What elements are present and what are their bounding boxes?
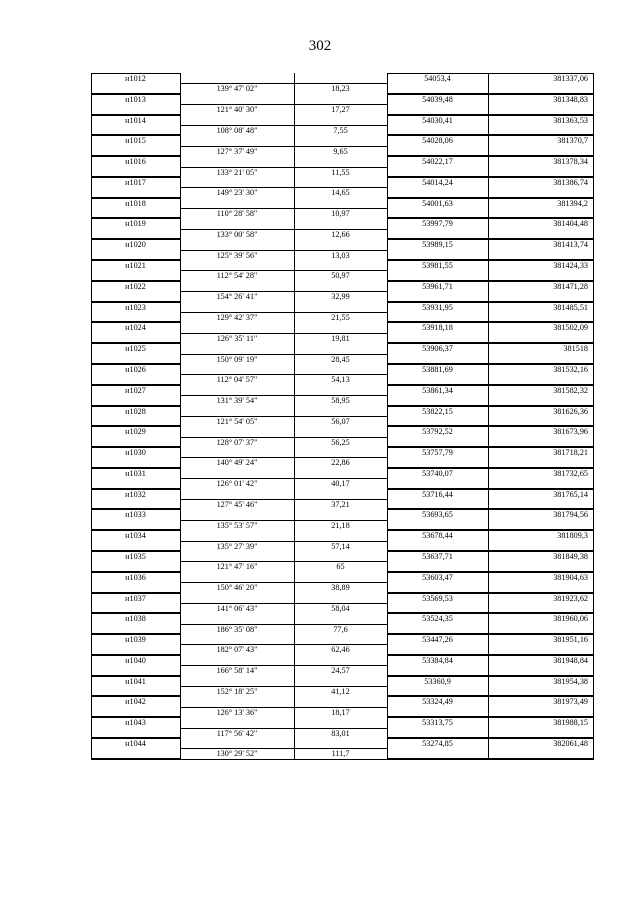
x-coordinate: 53324,49 bbox=[387, 696, 488, 706]
point-row bbox=[91, 322, 594, 332]
x-coordinate: 53961,71 bbox=[387, 281, 488, 291]
y-coordinate: 381732,65 bbox=[488, 468, 594, 478]
segment-length: 77,6 bbox=[294, 624, 387, 634]
segment-row bbox=[91, 333, 594, 343]
point-row bbox=[91, 364, 594, 374]
direction-angle: 182° 07' 43" bbox=[180, 644, 294, 654]
point-row bbox=[91, 696, 594, 706]
direction-angle: 125° 39' 56" bbox=[180, 250, 294, 260]
segment-row bbox=[91, 478, 594, 488]
y-coordinate: 381794,56 bbox=[488, 509, 594, 519]
point-name: н1016 bbox=[91, 156, 180, 166]
direction-angle: 112° 54' 28" bbox=[180, 270, 294, 280]
segment-row bbox=[91, 603, 594, 613]
direction-angle: 121° 47' 16" bbox=[180, 561, 294, 571]
segment-length: 12,66 bbox=[294, 229, 387, 239]
point-row bbox=[91, 260, 594, 270]
x-coordinate: 53997,79 bbox=[387, 218, 488, 228]
y-coordinate: 381404,48 bbox=[488, 218, 594, 228]
direction-angle: 152° 18' 25" bbox=[180, 686, 294, 696]
segment-length: 11,55 bbox=[294, 167, 387, 177]
point-name: н1019 bbox=[91, 218, 180, 228]
point-row bbox=[91, 530, 594, 540]
direction-angle: 131° 39' 54" bbox=[180, 395, 294, 405]
segment-length: 57,14 bbox=[294, 541, 387, 551]
point-row bbox=[91, 655, 594, 665]
x-coordinate: 53637,71 bbox=[387, 551, 488, 561]
x-coordinate: 53740,07 bbox=[387, 468, 488, 478]
point-name: н1038 bbox=[91, 613, 180, 623]
segment-length: 7,55 bbox=[294, 125, 387, 135]
direction-angle: 121° 40' 30" bbox=[180, 104, 294, 114]
point-row bbox=[91, 593, 594, 603]
point-name: н1012 bbox=[91, 73, 180, 83]
y-coordinate: 381904,63 bbox=[488, 572, 594, 582]
x-coordinate: 53822,15 bbox=[387, 406, 488, 416]
point-row bbox=[91, 509, 594, 519]
y-coordinate: 381988,15 bbox=[488, 717, 594, 727]
direction-angle: 110° 28' 58" bbox=[180, 208, 294, 218]
y-coordinate: 381370,7 bbox=[488, 135, 594, 145]
point-name: н1029 bbox=[91, 426, 180, 436]
x-coordinate: 54028,06 bbox=[387, 135, 488, 145]
point-name: н1034 bbox=[91, 530, 180, 540]
direction-angle: 149° 23' 30" bbox=[180, 187, 294, 197]
segment-row bbox=[91, 187, 594, 197]
segment-row bbox=[91, 354, 594, 364]
point-name: н1026 bbox=[91, 364, 180, 374]
segment-length: 17,27 bbox=[294, 104, 387, 114]
point-name: н1028 bbox=[91, 406, 180, 416]
point-name: н1025 bbox=[91, 343, 180, 353]
segment-length: 56,07 bbox=[294, 416, 387, 426]
segment-length: 21,55 bbox=[294, 312, 387, 322]
x-coordinate: 54030,41 bbox=[387, 115, 488, 125]
y-coordinate: 381363,53 bbox=[488, 115, 594, 125]
point-name: н1037 bbox=[91, 593, 180, 603]
point-name: н1027 bbox=[91, 385, 180, 395]
segment-length: 40,17 bbox=[294, 478, 387, 488]
point-name: н1031 bbox=[91, 468, 180, 478]
direction-angle: 154° 26' 41" bbox=[180, 291, 294, 301]
point-name: н1036 bbox=[91, 572, 180, 582]
x-coordinate: 53792,52 bbox=[387, 426, 488, 436]
segment-length: 9,65 bbox=[294, 146, 387, 156]
direction-angle: 135° 53' 57" bbox=[180, 520, 294, 530]
point-name: н1021 bbox=[91, 260, 180, 270]
x-coordinate: 53524,35 bbox=[387, 613, 488, 623]
x-coordinate: 54053,4 bbox=[387, 73, 488, 83]
segment-row bbox=[91, 125, 594, 135]
point-row bbox=[91, 343, 594, 353]
x-coordinate: 54014,24 bbox=[387, 177, 488, 187]
direction-angle: 130° 29' 52" bbox=[180, 748, 294, 758]
direction-angle: 127° 37' 49" bbox=[180, 146, 294, 156]
point-name: н1022 bbox=[91, 281, 180, 291]
segment-row bbox=[91, 250, 594, 260]
point-name: н1032 bbox=[91, 489, 180, 499]
y-coordinate: 382061,48 bbox=[488, 738, 594, 748]
x-coordinate: 54001,63 bbox=[387, 198, 488, 208]
segment-row bbox=[91, 644, 594, 654]
point-name: н1014 bbox=[91, 115, 180, 125]
point-name: н1041 bbox=[91, 676, 180, 686]
segment-length: 62,46 bbox=[294, 644, 387, 654]
x-coordinate: 53931,95 bbox=[387, 302, 488, 312]
point-name: н1040 bbox=[91, 655, 180, 665]
direction-angle: 186° 35' 08" bbox=[180, 624, 294, 634]
point-row bbox=[91, 218, 594, 228]
segment-length: 58,95 bbox=[294, 395, 387, 405]
x-coordinate: 53716,44 bbox=[387, 489, 488, 499]
x-coordinate: 53678,44 bbox=[387, 530, 488, 540]
direction-angle: 133° 21' 05" bbox=[180, 167, 294, 177]
y-coordinate: 381951,16 bbox=[488, 634, 594, 644]
x-coordinate: 53569,53 bbox=[387, 593, 488, 603]
point-row bbox=[91, 717, 594, 727]
x-coordinate: 53881,69 bbox=[387, 364, 488, 374]
segment-length: 19,81 bbox=[294, 333, 387, 343]
segment-length: 83,01 bbox=[294, 728, 387, 738]
x-coordinate: 53693,65 bbox=[387, 509, 488, 519]
x-coordinate: 53447,26 bbox=[387, 634, 488, 644]
segment-length: 111,7 bbox=[294, 748, 387, 758]
segment-row bbox=[91, 312, 594, 322]
point-name: н1035 bbox=[91, 551, 180, 561]
point-name: н1015 bbox=[91, 135, 180, 145]
point-row bbox=[91, 239, 594, 249]
point-name: н1042 bbox=[91, 696, 180, 706]
segment-length: 18,17 bbox=[294, 707, 387, 717]
x-coordinate: 53989,15 bbox=[387, 239, 488, 249]
point-row bbox=[91, 572, 594, 582]
y-coordinate: 381502,09 bbox=[488, 322, 594, 332]
point-row bbox=[91, 426, 594, 436]
segment-row bbox=[91, 291, 594, 301]
direction-angle: 128° 07' 37" bbox=[180, 437, 294, 447]
point-name: н1030 bbox=[91, 447, 180, 457]
segment-length: 58,04 bbox=[294, 603, 387, 613]
point-name: н1020 bbox=[91, 239, 180, 249]
x-coordinate: 53384,84 bbox=[387, 655, 488, 665]
coordinates-table bbox=[91, 73, 594, 760]
point-name: н1044 bbox=[91, 738, 180, 748]
y-coordinate: 381518 bbox=[488, 343, 594, 353]
x-coordinate: 53918,18 bbox=[387, 322, 488, 332]
point-row bbox=[91, 489, 594, 499]
segment-row bbox=[91, 582, 594, 592]
point-name: н1018 bbox=[91, 198, 180, 208]
y-coordinate: 381532,16 bbox=[488, 364, 594, 374]
segment-row bbox=[91, 374, 594, 384]
x-coordinate: 53360,9 bbox=[387, 676, 488, 686]
direction-angle: 127° 45' 46" bbox=[180, 499, 294, 509]
y-coordinate: 381809,3 bbox=[488, 530, 594, 540]
direction-angle: 108° 08' 48" bbox=[180, 125, 294, 135]
point-row bbox=[91, 634, 594, 644]
point-row bbox=[91, 406, 594, 416]
y-coordinate: 381394,2 bbox=[488, 198, 594, 208]
segment-length: 10,97 bbox=[294, 208, 387, 218]
direction-angle: 129° 42' 37" bbox=[180, 312, 294, 322]
segment-row bbox=[91, 686, 594, 696]
segment-length: 21,18 bbox=[294, 520, 387, 530]
page-number: 302 bbox=[308, 38, 332, 54]
y-coordinate: 381485,51 bbox=[488, 302, 594, 312]
segment-row bbox=[91, 520, 594, 530]
point-row bbox=[91, 177, 594, 187]
direction-angle: 141° 06' 43" bbox=[180, 603, 294, 613]
segment-row bbox=[91, 146, 594, 156]
y-coordinate: 381718,21 bbox=[488, 447, 594, 457]
segment-length: 14,65 bbox=[294, 187, 387, 197]
segment-length: 22,86 bbox=[294, 457, 387, 467]
segment-length: 38,89 bbox=[294, 582, 387, 592]
point-row bbox=[91, 94, 594, 104]
segment-length: 54,13 bbox=[294, 374, 387, 384]
direction-angle: 112° 04' 57" bbox=[180, 374, 294, 384]
segment-row bbox=[91, 395, 594, 405]
point-row bbox=[91, 613, 594, 623]
segment-row bbox=[91, 499, 594, 509]
segment-row bbox=[91, 83, 594, 93]
point-name: н1023 bbox=[91, 302, 180, 312]
segment-row bbox=[91, 104, 594, 114]
point-name: н1024 bbox=[91, 322, 180, 332]
x-coordinate: 53906,37 bbox=[387, 343, 488, 353]
y-coordinate: 381973,49 bbox=[488, 696, 594, 706]
direction-angle: 135° 27' 39" bbox=[180, 541, 294, 551]
segment-row bbox=[91, 270, 594, 280]
point-row bbox=[91, 468, 594, 478]
y-coordinate: 381386,74 bbox=[488, 177, 594, 187]
x-coordinate: 53603,47 bbox=[387, 572, 488, 582]
direction-angle: 117° 56' 42" bbox=[180, 728, 294, 738]
point-row bbox=[91, 281, 594, 291]
segment-length: 41,12 bbox=[294, 686, 387, 696]
segment-length: 65 bbox=[294, 561, 387, 571]
segment-row bbox=[91, 457, 594, 467]
segment-length: 32,99 bbox=[294, 291, 387, 301]
segment-row bbox=[91, 561, 594, 571]
direction-angle: 126° 01' 42" bbox=[180, 478, 294, 488]
y-coordinate: 381348,83 bbox=[488, 94, 594, 104]
segment-row bbox=[91, 624, 594, 634]
point-row bbox=[91, 198, 594, 208]
y-coordinate: 381626,36 bbox=[488, 406, 594, 416]
point-name: н1033 bbox=[91, 509, 180, 519]
segment-row bbox=[91, 748, 594, 758]
segment-row bbox=[91, 437, 594, 447]
segment-row bbox=[91, 707, 594, 717]
segment-length: 24,57 bbox=[294, 665, 387, 675]
y-coordinate: 381960,06 bbox=[488, 613, 594, 623]
point-row bbox=[91, 738, 594, 748]
x-coordinate: 54039,48 bbox=[387, 94, 488, 104]
segment-length: 50,97 bbox=[294, 270, 387, 280]
y-coordinate: 381765,14 bbox=[488, 489, 594, 499]
segment-length: 28,45 bbox=[294, 354, 387, 364]
point-row bbox=[91, 385, 594, 395]
point-row bbox=[91, 135, 594, 145]
y-coordinate: 381849,38 bbox=[488, 551, 594, 561]
point-row bbox=[91, 676, 594, 686]
segment-row bbox=[91, 416, 594, 426]
direction-angle: 126° 13' 36" bbox=[180, 707, 294, 717]
segment-length: 56,25 bbox=[294, 437, 387, 447]
direction-angle: 140° 49' 24" bbox=[180, 457, 294, 467]
x-coordinate: 53861,34 bbox=[387, 385, 488, 395]
y-coordinate: 381413,74 bbox=[488, 239, 594, 249]
point-row bbox=[91, 447, 594, 457]
table-bottom-border bbox=[91, 759, 594, 760]
segment-row bbox=[91, 229, 594, 239]
point-row bbox=[91, 551, 594, 561]
segment-length: 18,23 bbox=[294, 83, 387, 93]
point-name: н1039 bbox=[91, 634, 180, 644]
point-row bbox=[91, 115, 594, 125]
y-coordinate: 381471,28 bbox=[488, 281, 594, 291]
direction-angle: 133° 00' 58" bbox=[180, 229, 294, 239]
point-name: н1017 bbox=[91, 177, 180, 187]
direction-angle: 166° 58' 14" bbox=[180, 665, 294, 675]
segment-row bbox=[91, 208, 594, 218]
point-row bbox=[91, 73, 594, 83]
segment-row bbox=[91, 541, 594, 551]
x-coordinate: 53757,79 bbox=[387, 447, 488, 457]
point-name: н1013 bbox=[91, 94, 180, 104]
y-coordinate: 381378,34 bbox=[488, 156, 594, 166]
y-coordinate: 381337,06 bbox=[488, 73, 594, 83]
y-coordinate: 381948,84 bbox=[488, 655, 594, 665]
x-coordinate: 53274,85 bbox=[387, 738, 488, 748]
direction-angle: 150° 09' 19" bbox=[180, 354, 294, 364]
direction-angle: 126° 35' 11" bbox=[180, 333, 294, 343]
y-coordinate: 381424,33 bbox=[488, 260, 594, 270]
point-name: н1043 bbox=[91, 717, 180, 727]
point-row bbox=[91, 156, 594, 166]
y-coordinate: 381954,38 bbox=[488, 676, 594, 686]
segment-row bbox=[91, 728, 594, 738]
y-coordinate: 381923,62 bbox=[488, 593, 594, 603]
segment-length: 13,03 bbox=[294, 250, 387, 260]
segment-length: 37,21 bbox=[294, 499, 387, 509]
direction-angle: 150° 46' 20" bbox=[180, 582, 294, 592]
segment-row bbox=[91, 665, 594, 675]
y-coordinate: 381673,96 bbox=[488, 426, 594, 436]
direction-angle: 139° 47' 02" bbox=[180, 83, 294, 93]
y-coordinate: 381582,32 bbox=[488, 385, 594, 395]
segment-row bbox=[91, 167, 594, 177]
x-coordinate: 54022,17 bbox=[387, 156, 488, 166]
point-row bbox=[91, 302, 594, 312]
x-coordinate: 53981,55 bbox=[387, 260, 488, 270]
x-coordinate: 53313,75 bbox=[387, 717, 488, 727]
direction-angle: 121° 54' 05" bbox=[180, 416, 294, 426]
